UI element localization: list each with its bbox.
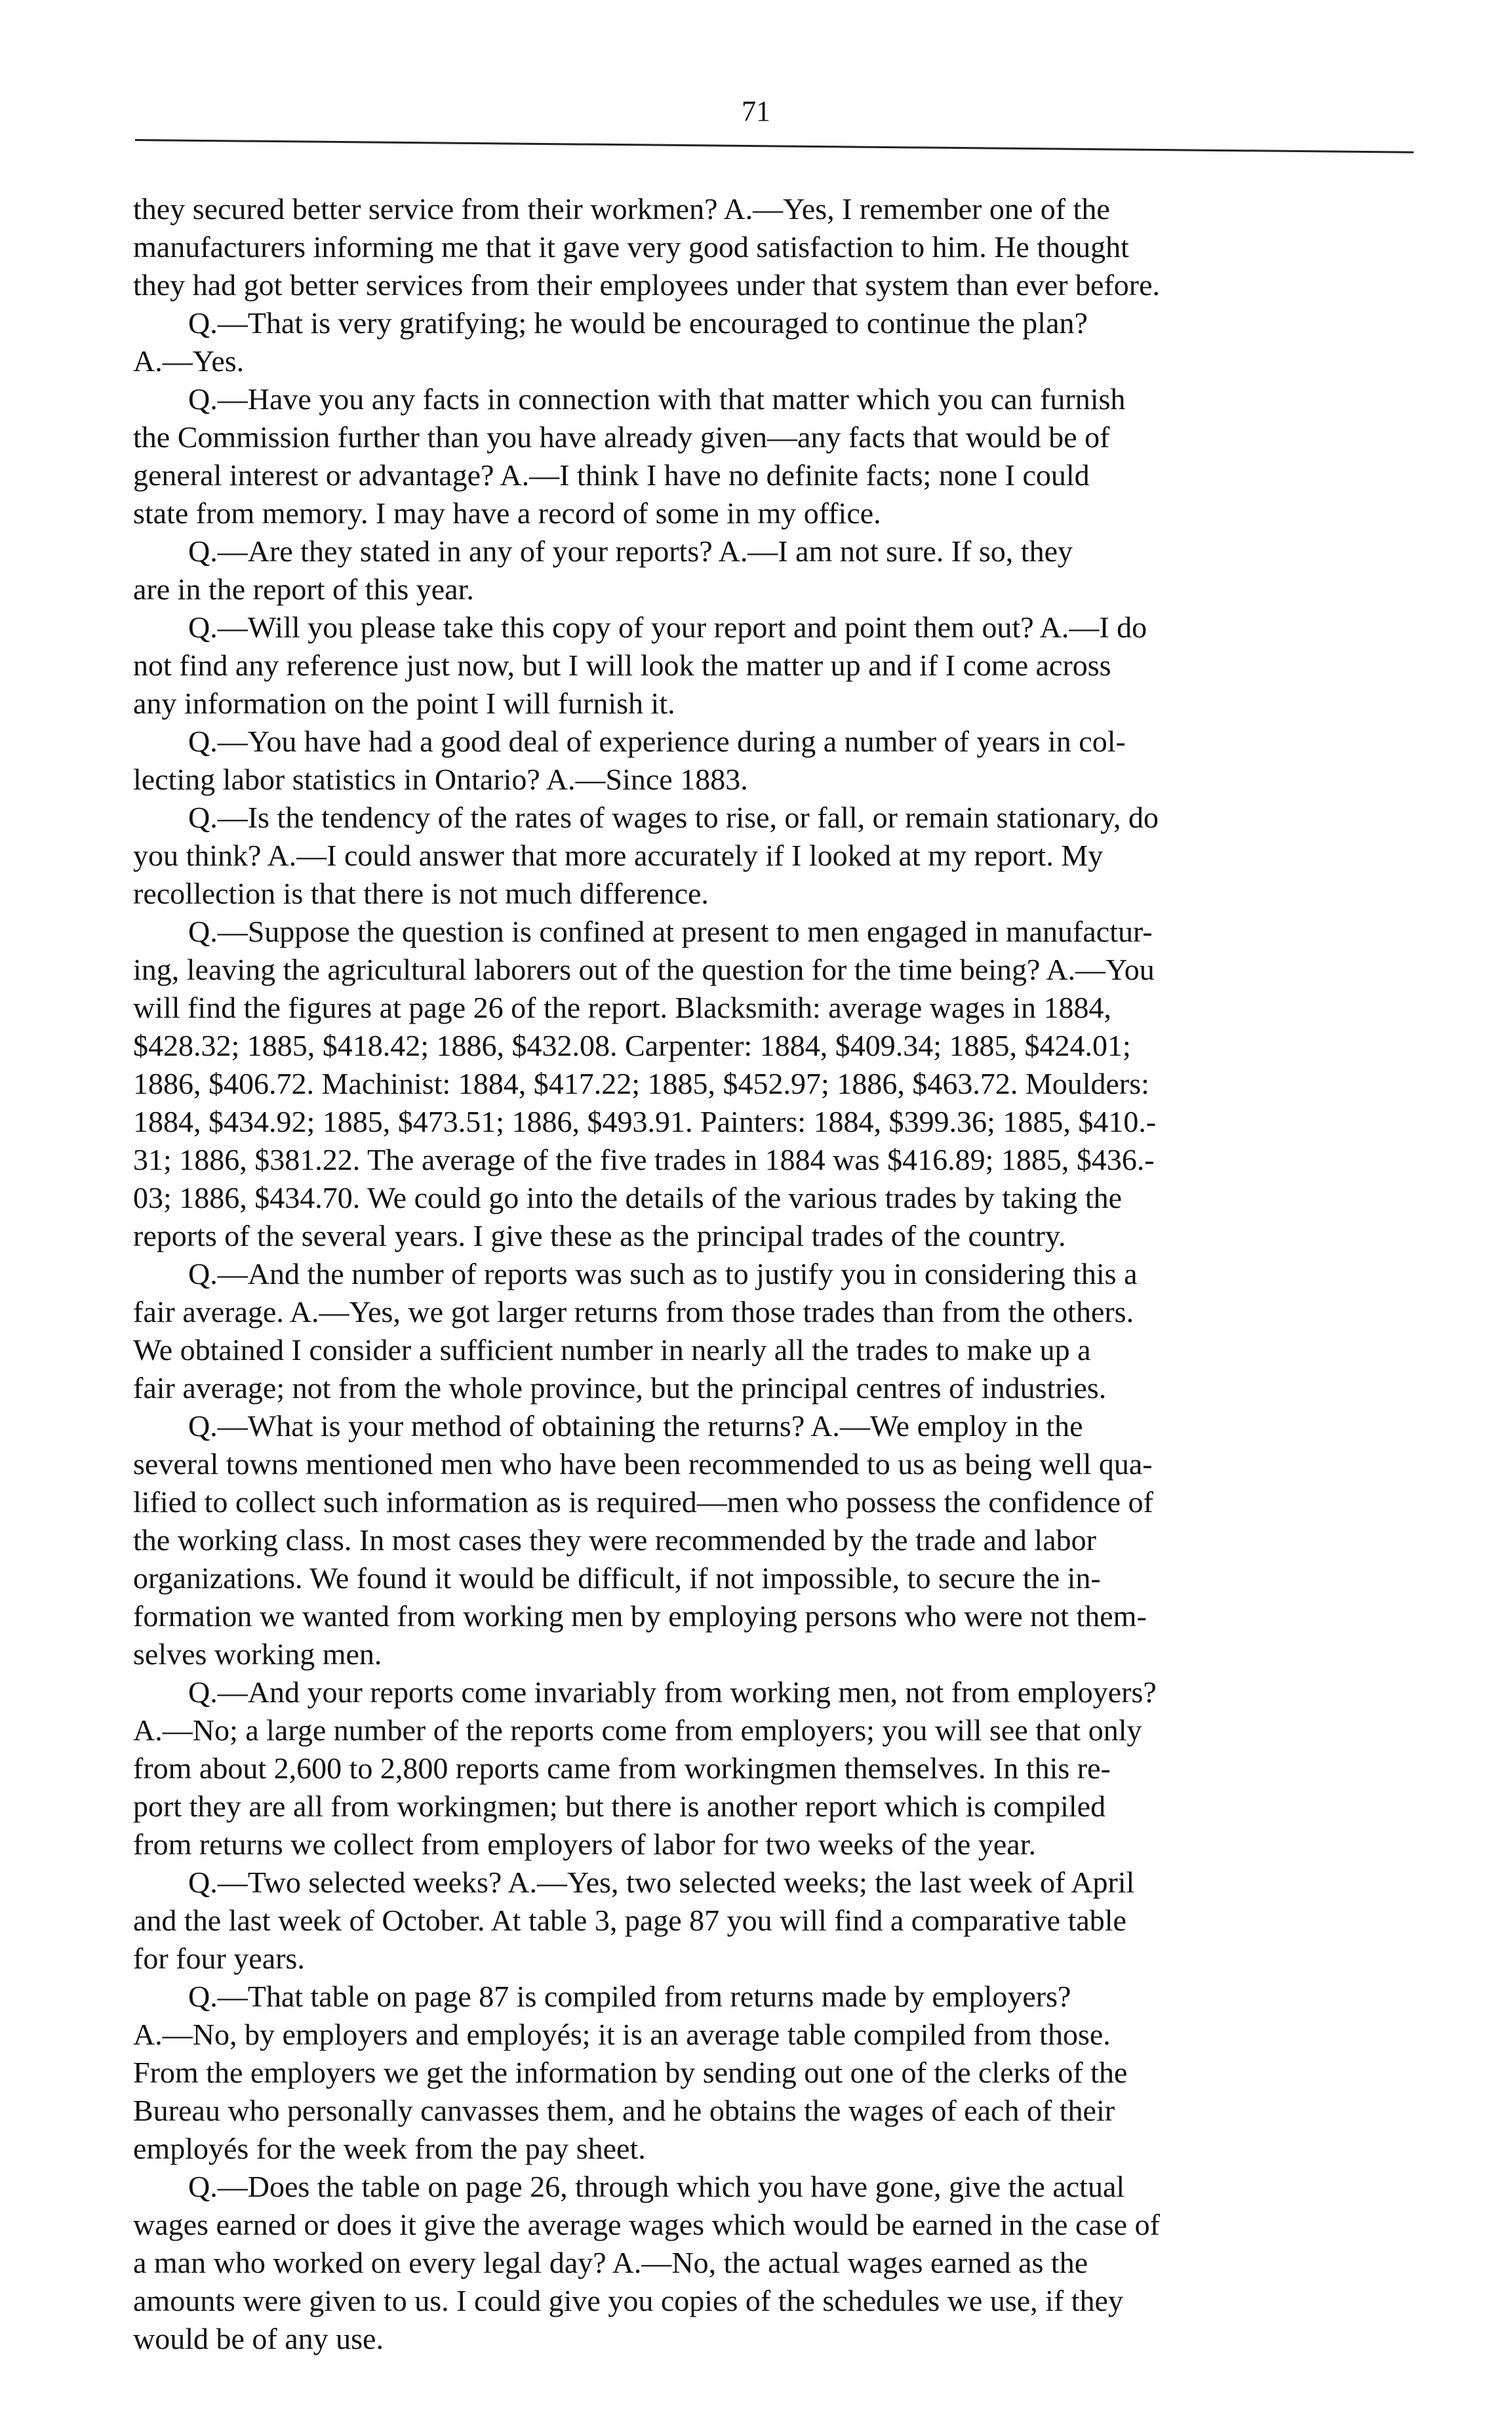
text-line: and the last week of October. At table 3, page 87 you will find a comparative table — [133, 1904, 1126, 1937]
text-line: ing, leaving the agricultural laborers out of the question for the time being? A.—You — [133, 953, 1155, 986]
question-line: Q.—And your reports come invariably from working men, not from employers? — [188, 1675, 1157, 1709]
text-line: reports of the several years. I give these as the principal trades of the country. — [133, 1219, 1066, 1252]
text-line: the working class. In most cases they were recommended by the trade and labor — [133, 1523, 1096, 1557]
text-line: We obtained I consider a sufficient number in nearly all the trades to make up a — [133, 1333, 1091, 1367]
text-line: would be of any use. — [133, 2322, 384, 2355]
text-line: from returns we collect from employers of labor for two weeks of the year. — [133, 1828, 1036, 1861]
text-line: organizations. We found it would be difficult, if not impossible, to secure the in- — [133, 1561, 1101, 1595]
question-line: Q.—You have had a good deal of experience during a number of years in col- — [188, 725, 1126, 758]
text-line: a man who worked on every legal day? A.—No, the actual wages earned as the — [133, 2246, 1088, 2279]
question-line: Q.—Does the table on page 26, through which you have gone, give the actual — [188, 2170, 1125, 2203]
answer-line: A.—Yes. — [133, 344, 245, 378]
body-text — [133, 190, 1390, 2358]
text-line: you think? A.—I could answer that more accurately if I looked at my report. My — [133, 839, 1104, 872]
question-line: Q.—And the number of reports was such as to justify you in considering this a — [188, 1257, 1138, 1290]
text-line: employés for the week from the pay sheet. — [133, 2132, 646, 2165]
text-line: formation we wanted from working men by employing persons who were not them- — [133, 1599, 1147, 1633]
text-line: several towns mentioned men who have been recommended to us as being well qua- — [133, 1447, 1153, 1481]
text-line: recollection is that there is not much difference. — [133, 877, 709, 910]
text-line: general interest or advantage? A.—I think I have no definite facts; none I could — [133, 458, 1090, 492]
text-line: $428.32; 1885, $418.42; 1886, $432.08. Carpenter: 1884, $409.34; 1885, $424.01; — [133, 1029, 1131, 1062]
text-line: selves working men. — [133, 1637, 382, 1671]
answer-line: A.—No, by employers and employés; it is an average table compiled from those. — [133, 2018, 1111, 2051]
question-line: Q.—What is your method of obtaining the returns? A.—We employ in the — [188, 1409, 1083, 1443]
text-line: From the employers we get the information by sending out one of the clerks of the — [133, 2056, 1128, 2089]
text-line: manufacturers informing me that it gave very good satisfaction to him. He thought — [133, 230, 1129, 264]
answer-line: A.—No; a large number of the reports come from employers; you will see that only — [133, 1713, 1142, 1747]
question-line: Q.—Two selected weeks? A.—Yes, two selected weeks; the last week of April — [188, 1866, 1135, 1899]
text-line: lecting labor statistics in Ontario? A.—Since 1883. — [133, 763, 748, 796]
text-line: they had got better services from their employees under that system than ever before. — [133, 268, 1160, 302]
question-line: Q.—Suppose the question is confined at present to men engaged in manufactur- — [188, 915, 1153, 948]
text-line: not find any reference just now, but I will look the matter up and if I come across — [133, 649, 1111, 682]
text-line: 1886, $406.72. Machinist: 1884, $417.22; 1885, $452.97; 1886, $463.72. Moulders: — [133, 1067, 1149, 1100]
question-line: Q.—Will you please take this copy of your report and point them out? A.—I do — [188, 610, 1147, 644]
text-line: wages earned or does it give the average wages which would be earned in the case of — [133, 2208, 1160, 2241]
text-line: port they are all from workingmen; but there is another report which is compiled — [133, 1789, 1106, 1823]
text-line: for four years. — [133, 1942, 305, 1975]
page-number: 71 — [742, 95, 770, 127]
text-line: 03; 1886, $434.70. We could go into the details of the various trades by taking the — [133, 1181, 1123, 1214]
text-line: from about 2,600 to 2,800 reports came from workingmen themselves. In this re- — [133, 1751, 1111, 1785]
text-line: 1884, $434.92; 1885, $473.51; 1886, $493.91. Painters: 1884, $399.36; 1885, $410.- — [133, 1105, 1157, 1138]
text-line: fair average; not from the whole province, but the principal centres of industries. — [133, 1371, 1107, 1405]
text-line: any information on the point I will furnish it. — [133, 687, 675, 720]
question-line: Q.—That is very gratifying; he would be encouraged to continue the plan? — [188, 306, 1088, 340]
question-line: Q.—Have you any facts in connection with that matter which you can furnish — [188, 382, 1126, 416]
text-line: are in the report of this year. — [133, 572, 474, 606]
text-line: Bureau who personally canvasses them, and he obtains the wages of each of their — [133, 2094, 1115, 2127]
question-line: Q.—That table on page 87 is compiled from returns made by employers? — [188, 1980, 1071, 2013]
text-line: the Commission further than you have already given—any facts that would be of — [133, 420, 1110, 454]
text-line: state from memory. I may have a record of some in my office. — [133, 496, 881, 530]
text-line: they secured better service from their workmen? A.—Yes, I remember one of the — [133, 192, 1110, 226]
text-line: will find the figures at page 26 of the report. Blacksmith: average wages in 1884, — [133, 991, 1112, 1024]
question-line: Q.—Is the tendency of the rates of wages to rise, or fall, or remain stationary, do — [188, 801, 1159, 834]
text-line: fair average. A.—Yes, we got larger returns from those trades than from the others. — [133, 1295, 1134, 1328]
text-line: 31; 1886, $381.22. The average of the five trades in 1884 was $416.89; 1885, $436.- — [133, 1143, 1155, 1176]
text-line: amounts were given to us. I could give you copies of the schedules we use, if they — [133, 2284, 1123, 2317]
header-rule — [135, 139, 1414, 153]
question-line: Q.—Are they stated in any of your reports? A.—I am not sure. If so, they — [188, 534, 1073, 568]
text-line: lified to collect such information as is required—men who possess the confidence of — [133, 1485, 1153, 1519]
